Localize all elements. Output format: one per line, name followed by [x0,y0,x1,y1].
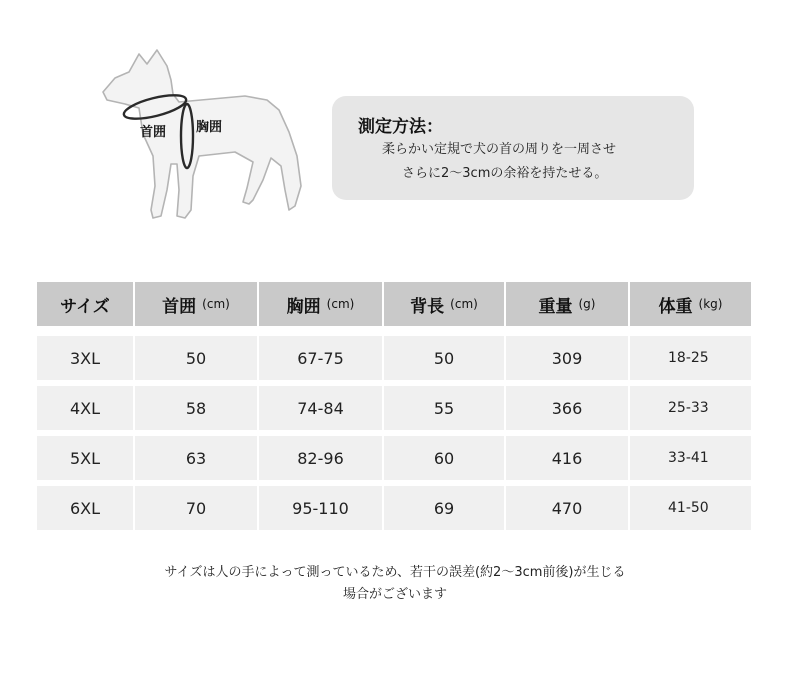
header-weight: 重量 (g) [506,282,630,326]
table-header-row [37,282,751,326]
table-row: 6XL 70 95-110 69 470 41-50 [37,486,751,530]
note-line-1: サイズは人の手によって測っているため、若干の誤差(約2～3cm前後)が生じる [164,565,626,580]
dog-silhouette-icon [95,40,310,230]
header-size: サイズ [37,282,135,326]
header-body-weight: 体重 (kg) [658,296,723,317]
header-neck: 首囲 (cm) [135,282,259,326]
measurement-note [0,562,790,606]
table-row: 5XL 63 82-96 60 416 33-41 [37,436,751,480]
note-line-2: 場合がございます [342,587,447,602]
table-row: 4XL 58 74-84 55 366 25-33 [37,386,751,430]
chest-label: 胸囲 [196,120,223,135]
method-line-1: 柔らかい定規で犬の首の周りを一周させ [382,142,617,157]
neck-label: 首囲 [140,125,167,140]
measurement-method-box [332,96,694,200]
method-title: 測定方法： [358,117,443,137]
header-chest: 胸囲 (cm) [259,282,384,326]
method-line-2: さらに2～3cmの余裕を持たせる。 [402,166,608,181]
header-back-length: 背長 (cm) [384,282,506,326]
table-row: 3XL 50 67-75 50 309 18-25 [37,336,751,380]
